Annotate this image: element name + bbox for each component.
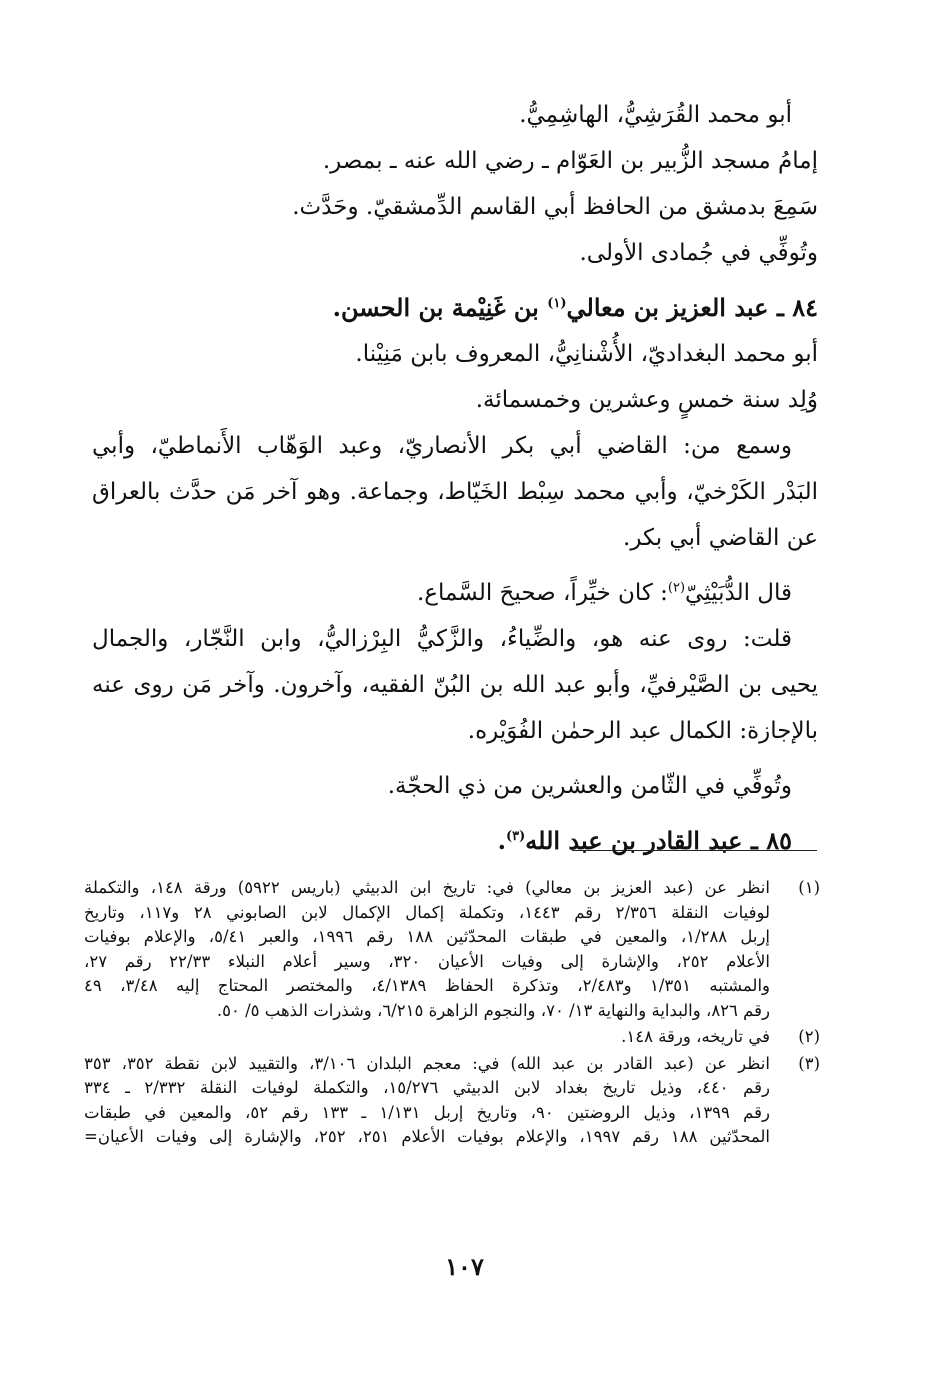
footnote-line: الأعلام ٢٥٢، والإشارة إلى وفيات الأعيان ٣٢٠، وسير أعلام النبلاء ٢٢/٣٣ رقم ٢٧، bbox=[84, 951, 770, 971]
footnote-line: إربل ١/٢٨٨، والمعين في طبقات المحدّثين ١٨٨ رقم ١٩٩٦، والعبر ٥/٤١، والإعلام بوفيات bbox=[84, 927, 771, 946]
footnote-separator bbox=[572, 850, 817, 851]
entry-85-title: ٨٥ ـ عبد القادر بن عبد الله bbox=[525, 826, 792, 855]
text-line: البَدْر الكَرْخيّ، وأبي محمد سِبْط الخَيّاط، وجماعة. وهو آخر مَن حدَّث بالعراق bbox=[92, 479, 818, 505]
footnote-number: (١) bbox=[798, 878, 820, 897]
footnote-ref-2: (٢) bbox=[667, 580, 686, 596]
footnote-line: رقم ٨٢٦، والبداية والنهاية ١٣/ ٧٠، والنجوم الزاهرة ٦/٢١٥، وشذرات الذهب ٥/ ٥٠. bbox=[216, 1000, 770, 1020]
quote-text: كان خيِّراً، صحيحَ السَّماع. bbox=[416, 580, 653, 606]
footnote-line: انظر عن (عبد القادر بن عبد الله) في: معجم البلدان ٣/١٠٦، والتقييد لابن نقطة ٣٥٢، ٣٥٣ bbox=[84, 1053, 770, 1073]
text-line: وتُوفِّي في جُمادى الأولى. bbox=[579, 240, 818, 266]
text-line: قلت: روى عنه هو، والضِّياءُ، والزَّكيُّ البِرْزاليُّ، وابن النَّجّار، والجمال bbox=[92, 626, 792, 652]
footnote-line: رقم ٤٤٠، وذيل تاريخ بغداد لابن الدبيثي ١٥/٢٧٦، والتكملة لوفيات النقلة ٢/٣٣٢ ـ ٣٣٤ bbox=[84, 1078, 770, 1097]
dubaythi-quote-line bbox=[92, 570, 818, 616]
text-line: أبو محمد البغداديّ، الأُشْنانِيُّ، المعروف بابن مَنِيْنا. bbox=[355, 341, 818, 367]
entry-84-title: ٨٤ ـ عبد العزيز بن معالي bbox=[566, 293, 818, 322]
entry-85-title-tail: . bbox=[497, 826, 506, 855]
footnote-number: (٣) bbox=[798, 1053, 820, 1073]
quote-lead: قال الدُّبَيْثِيّ bbox=[685, 580, 792, 606]
text-line: إمامُ مسجد الزُّبير بن العَوّام ـ رضي الله عنه ـ بمصر. bbox=[322, 148, 818, 174]
text-line: عن القاضي أبي بكر. bbox=[623, 525, 818, 551]
footnote-1 bbox=[84, 876, 824, 1023]
entry-84-title-tail: بن غَنِيْمة بن الحسن. bbox=[332, 293, 548, 322]
entry-84-heading bbox=[92, 285, 818, 331]
footnote-line: المحدّثين ١٨٨ رقم ١٩٩٧، والإعلام بوفيات الأعلام ٢٥١، ٢٥٢، والإشارة إلى وفيات الأعيان= bbox=[84, 1127, 770, 1146]
text-line: وُلِد سنة خمسٍ وعشرين وخمسمائة. bbox=[475, 387, 818, 413]
text-line: وتُوفِّي في الثّامن والعشرين من ذي الحجّة. bbox=[387, 773, 792, 799]
footnote-ref-1: (١) bbox=[547, 296, 567, 311]
footnotes bbox=[84, 876, 824, 1152]
footnote-line: والمشتبه ١/٣٥١ و٢/٤٨٣، وتذكرة الحفاظ ٤/١٣٨٩، والمختصر المحتاج إليه ٣/٤٨، ٤٩ bbox=[84, 976, 771, 995]
footnote-line: في تاريخه، ورقة ١٤٨. bbox=[621, 1027, 770, 1046]
main-text bbox=[92, 92, 818, 864]
quote-colon: : bbox=[652, 580, 668, 606]
footnote-number: (٢) bbox=[798, 1027, 820, 1046]
footnote-ref-3: (٣) bbox=[505, 829, 526, 844]
page-number: ١٠٧ bbox=[445, 1252, 484, 1281]
footnote-2 bbox=[84, 1025, 824, 1050]
text-line: سَمِعَ بدمشق من الحافظ أبي القاسم الدِّمشقيّ. وحَدَّث. bbox=[292, 194, 818, 220]
footnote-3 bbox=[84, 1052, 824, 1150]
text-line: وسمع من: القاضي أبي بكر الأنصاريّ، وعبد الوَهّاب الأَنماطيّ، وأبي bbox=[92, 433, 792, 459]
text-line: بالإجازة: الكمال عبد الرحمٰن الفُوَيْره. bbox=[467, 718, 818, 744]
text-line: يحيى بن الصَّيْرفيِّ، وأبو عبد الله بن البُنّ الفقيه، وآخرون. وآخر مَن روى عنه bbox=[92, 672, 818, 698]
entry-85-heading bbox=[92, 818, 818, 864]
footnote-line: رقم ١٣٩٩، وذيل الروضتين ٩٠، وتاريخ إربل ١/١٣١ ـ ١٣٣ رقم ٥٢، والمعين في طبقات bbox=[84, 1102, 771, 1122]
footnote-line: لوفيات النقلة ٢/٣٥٦ رقم ١٤٤٣، وتكملة إكمال الإكمال لابن الصابوني ٢٨ و١١٧، وتاريخ bbox=[84, 902, 771, 922]
text-line: أبو محمد القُرَشِيُّ، الهاشِمِيُّ. bbox=[519, 102, 792, 128]
footnote-line: انظر عن (عبد العزيز بن معالي) في: تاريخ ابن الدبيثي (باريس ٥٩٢٢) ورقة ١٤٨، والتكملة bbox=[84, 878, 770, 897]
